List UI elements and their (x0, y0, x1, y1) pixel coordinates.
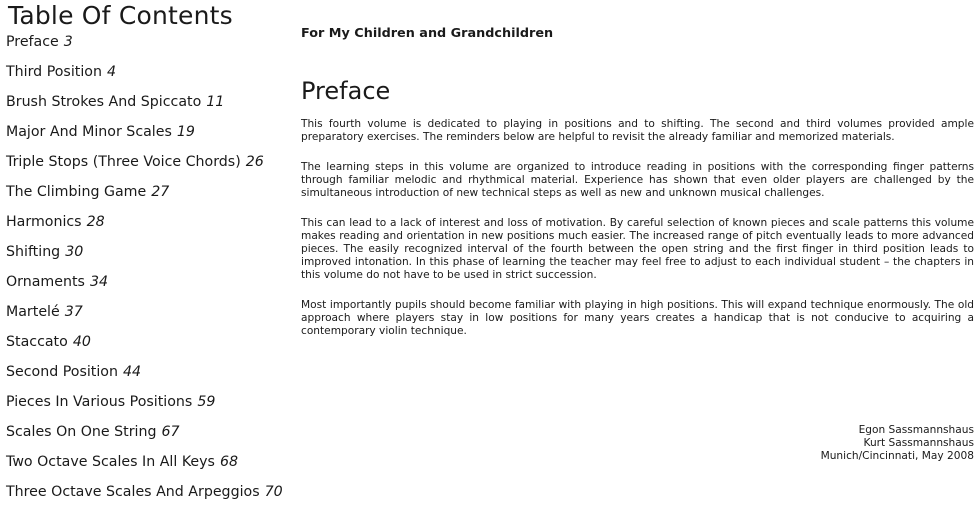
preface-paragraph: Most importantly pupils should become familiar with playing in high positions. This will expand technique enormously. The old approach where players stay in low positions for many years creates a handicap that is not conducive to acquiring a contemporary violin technique. (301, 299, 974, 337)
toc-item-label: Major And Minor Scales (6, 124, 172, 140)
toc-item-brush-strokes[interactable] (6, 88, 283, 118)
toc-item-label: Two Octave Scales In All Keys (6, 454, 215, 470)
toc-item-preface[interactable] (6, 28, 283, 58)
toc-item-page: 3 (63, 34, 73, 50)
signature-place-date: Munich/Cincinnati, May 2008 (820, 450, 974, 462)
toc-item-martele[interactable] (6, 298, 283, 328)
toc-item-label: Shifting (6, 244, 61, 260)
toc-item-page: 27 (151, 184, 170, 200)
toc-item-page: 37 (64, 304, 83, 320)
toc-item-page: 30 (65, 244, 84, 260)
toc-item-page: 70 (264, 484, 283, 500)
toc-title: Table Of Contents (8, 1, 233, 30)
toc-item-page: 11 (206, 94, 225, 110)
toc-item-label: Scales On One String (6, 424, 157, 440)
toc-item-third-position[interactable] (6, 58, 283, 88)
preface-paragraph: This fourth volume is dedicated to playing in positions and to shifting. The second and third volumes provided ample preparatory exercises. The reminders below are helpful to revisit the already familiar and memorized materials. (301, 118, 974, 143)
preface-paragraph: The learning steps in this volume are organized to introduce reading in positions with the corresponding finger patterns through familiar melodic and rhythmical material. Experience has shown that even older players are challenged by the simultaneous introduction of new technical steps as well as new and unknown musical challenges. (301, 161, 974, 199)
toc-item-harmonics[interactable] (6, 208, 283, 238)
preface-body (301, 118, 974, 355)
toc-item-ornaments[interactable] (6, 268, 283, 298)
signature-block (821, 424, 974, 463)
table-of-contents (6, 0, 296, 500)
toc-item-page: 28 (86, 214, 105, 230)
preface-paragraph: This can lead to a lack of interest and loss of motivation. By careful selection of known pieces and scale patterns this volume makes reading and orientation in new positions much easier. The increased range of pitch eventually leads to more advanced pieces. The easily recognized interval of the fourth between the open string and the first finger in third position leads to improved intonation. In this phase of learning the teacher may feel free to adjust to each individual student – the chapters in this volume do not have to be used in strict succession. (301, 217, 974, 281)
toc-item-page: 34 (89, 274, 108, 290)
toc-item-staccato[interactable] (6, 328, 283, 358)
toc-item-label: Second Position (6, 364, 118, 380)
toc-item-second-position[interactable] (6, 358, 283, 388)
toc-item-label: Third Position (6, 64, 102, 80)
preface-heading: Preface (301, 77, 391, 105)
toc-item-two-octave-scales[interactable] (6, 448, 283, 478)
toc-item-page: 68 (219, 454, 238, 470)
toc-item-label: Pieces In Various Positions (6, 394, 193, 410)
toc-item-label: Ornaments (6, 274, 85, 290)
toc-item-label: Staccato (6, 334, 68, 350)
toc-item-label: Preface (6, 34, 59, 50)
signature-author: Kurt Sassmannshaus (863, 437, 974, 449)
toc-item-page: 40 (72, 334, 91, 350)
toc-list (6, 28, 283, 508)
toc-item-label: Martelé (6, 304, 60, 320)
toc-item-label: Brush Strokes And Spiccato (6, 94, 202, 110)
toc-item-pieces-various-positions[interactable] (6, 388, 283, 418)
toc-item-shifting[interactable] (6, 238, 283, 268)
toc-item-label: Triple Stops (Three Voice Chords) (6, 154, 241, 170)
toc-item-page: 26 (245, 154, 264, 170)
toc-item-page: 59 (197, 394, 216, 410)
toc-item-page: 67 (161, 424, 180, 440)
toc-item-label: Harmonics (6, 214, 82, 230)
toc-item-page: 4 (106, 64, 116, 80)
toc-item-three-octave-scales[interactable] (6, 478, 283, 508)
dedication: For My Children and Grandchildren (301, 26, 554, 41)
toc-item-triple-stops[interactable] (6, 148, 283, 178)
signature-author: Egon Sassmannshaus (858, 424, 974, 436)
toc-item-scales-one-string[interactable] (6, 418, 283, 448)
toc-item-climbing-game[interactable] (6, 178, 283, 208)
toc-item-label: Three Octave Scales And Arpeggios (6, 484, 260, 500)
toc-item-label: The Climbing Game (6, 184, 147, 200)
toc-item-major-minor-scales[interactable] (6, 118, 283, 148)
toc-item-page: 44 (122, 364, 142, 380)
toc-item-page: 19 (176, 124, 195, 140)
